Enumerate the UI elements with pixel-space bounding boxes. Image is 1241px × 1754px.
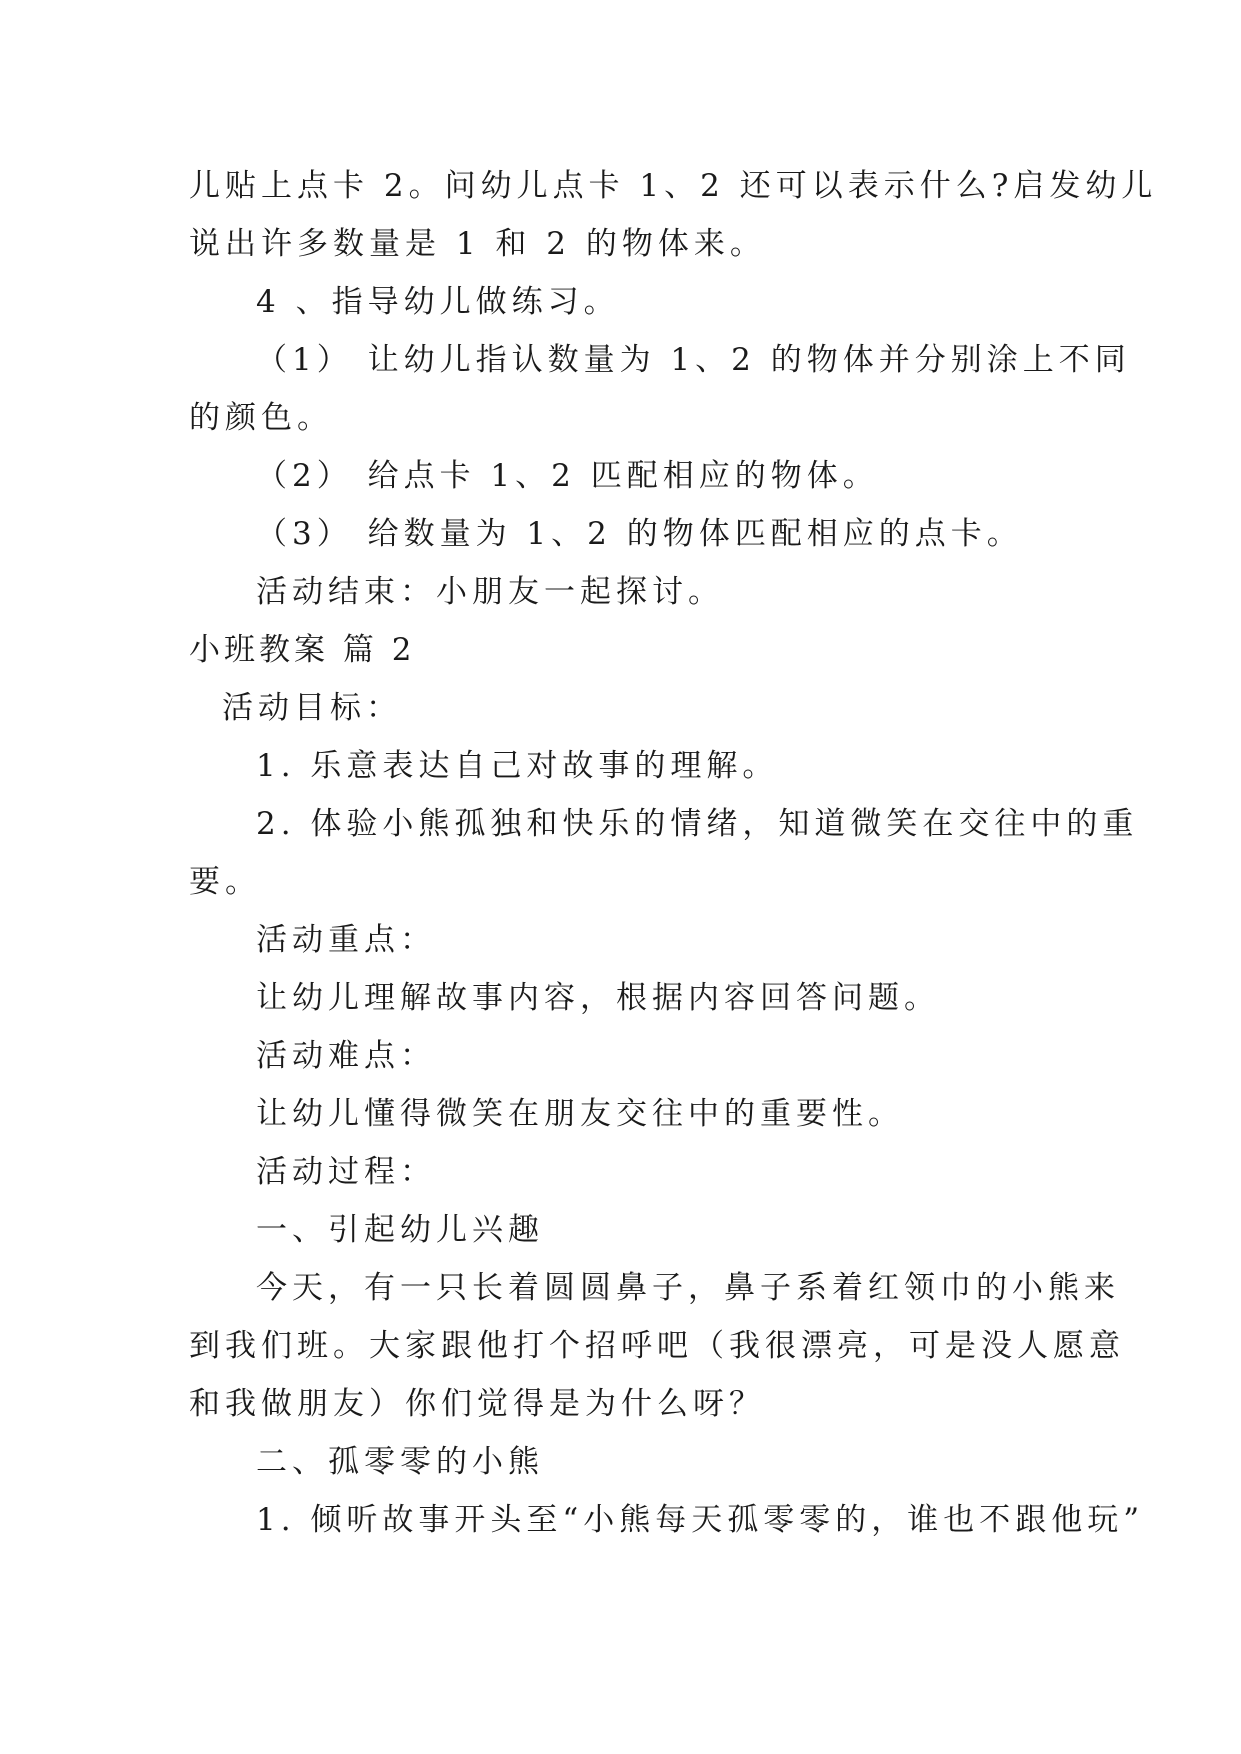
paragraph-line: 到我们班。大家跟他打个招呼吧（我很漂亮，可是没人愿意 xyxy=(189,1328,1125,1364)
paragraph-line: 儿贴上点卡 2。问幼儿点卡 1、2 还可以表示什么?启发幼儿 xyxy=(189,168,1158,204)
paragraph-line: 让幼儿懂得微笑在朋友交往中的重要性。 xyxy=(256,1096,904,1132)
list-item: （3） 给数量为 1、2 的物体匹配相应的点卡。 xyxy=(256,516,1023,552)
paragraph-line: 活动结束：小朋友一起探讨。 xyxy=(256,574,724,610)
subheading: 活动重点： xyxy=(256,922,436,958)
paragraph-line: 今天，有一只长着圆圆鼻子，鼻子系着红领巾的小熊来 xyxy=(256,1270,1120,1306)
list-item: 4 、指导幼儿做练习。 xyxy=(256,284,620,320)
subheading: 活动过程： xyxy=(256,1154,436,1190)
list-item: （2） 给点卡 1、2 匹配相应的物体。 xyxy=(256,458,879,494)
paragraph-line: 说出许多数量是 1 和 2 的物体来。 xyxy=(189,226,766,262)
paragraph-line: 让幼儿理解故事内容，根据内容回答问题。 xyxy=(256,980,940,1016)
subheading: 二、孤零零的小熊 xyxy=(256,1444,544,1480)
list-item: （1） 让幼儿指认数量为 1、2 的物体并分别涂上不同 xyxy=(256,342,1131,378)
section-heading: 小班教案 篇 2 xyxy=(189,632,416,668)
paragraph-line: 和我做朋友）你们觉得是为什么呀？ xyxy=(189,1386,765,1422)
list-item: 1. 乐意表达自己对故事的理解。 xyxy=(256,748,779,784)
subheading: 活动目标： xyxy=(222,690,402,726)
subheading: 活动难点： xyxy=(256,1038,436,1074)
list-item: 2. 体验小熊孤独和快乐的情绪，知道微笑在交往中的重 xyxy=(256,806,1139,842)
paragraph-line: 的颜色。 xyxy=(189,400,333,436)
subheading: 一、引起幼儿兴趣 xyxy=(256,1212,544,1248)
paragraph-line: 要。 xyxy=(189,864,261,900)
list-item: 1. 倾听故事开头至“小熊每天孤零零的，谁也不跟他玩” xyxy=(256,1502,1145,1538)
